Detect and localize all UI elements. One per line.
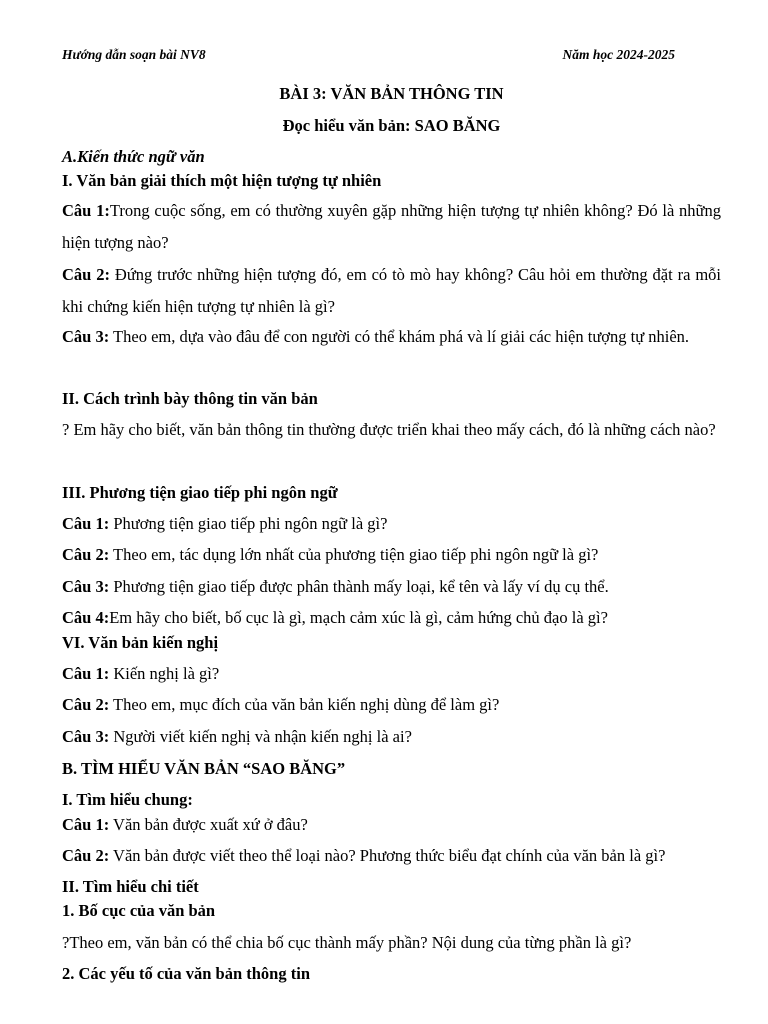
general-q1-label: Câu 1: bbox=[62, 815, 110, 834]
part3-q2-label: Câu 2: bbox=[62, 545, 110, 564]
part1-q3-label: Câu 3: bbox=[62, 327, 110, 346]
part4-q3 bbox=[62, 727, 721, 747]
part3-q3-label: Câu 3: bbox=[62, 577, 110, 596]
part4-q2 bbox=[62, 695, 721, 715]
general-q1 bbox=[62, 815, 721, 835]
part4-q1-text: Kiến nghị là gì? bbox=[109, 664, 220, 683]
general-q2-label: Câu 2: bbox=[62, 846, 110, 865]
part1-q1-label: Câu 1: bbox=[62, 201, 110, 220]
part2-heading: II. Cách trình bày thông tin văn bản bbox=[62, 389, 318, 408]
part1-q1-text: Trong cuộc sống, em có thường xuyên gặp những hiện tượng tự nhiên không? Đó là những hiện tượng nào? bbox=[62, 201, 721, 252]
part4-q1-label: Câu 1: bbox=[62, 664, 110, 683]
part4-q2-text: Theo em, mục đích của văn bản kiến nghị dùng để làm gì? bbox=[109, 695, 500, 714]
part3-q3-text: Phương tiện giao tiếp được phân thành mấy loại, kể tên và lấy ví dụ cụ thể. bbox=[109, 577, 609, 596]
header-right: Năm học 2024-2025 bbox=[562, 47, 675, 62]
section-b-heading: B. TÌM HIỂU VĂN BẢN “SAO BĂNG” bbox=[62, 759, 346, 778]
part3-q1-label: Câu 1: bbox=[62, 514, 110, 533]
section-a-heading: A.Kiến thức ngữ văn bbox=[62, 147, 205, 166]
general-q2 bbox=[62, 846, 721, 866]
part3-q1 bbox=[62, 514, 721, 534]
part4-q3-label: Câu 3: bbox=[62, 727, 110, 746]
part1-q3 bbox=[62, 321, 721, 353]
header-left: Hướng dẫn soạn bài NV8 bbox=[62, 47, 206, 62]
part1-q2-text: Đứng trước những hiện tượng đó, em có tò mò hay không? Câu hỏi em thường đặt ra mỗi khi chứng kiến hiện tượng tự nhiên là gì? bbox=[62, 265, 721, 316]
part3-q2 bbox=[62, 545, 721, 565]
part3-q4-label: Câu 4: bbox=[62, 608, 110, 627]
part3-q1-text: Phương tiện giao tiếp phi ngôn ngữ là gì? bbox=[109, 514, 388, 533]
detail-sub1-question: ?Theo em, văn bản có thể chia bố cục thành mấy phần? Nội dung của từng phần là gì? bbox=[62, 933, 632, 952]
general-q1-text: Văn bản được xuất xứ ở đâu? bbox=[109, 815, 308, 834]
part4-q3-text: Người viết kiến nghị và nhận kiến nghị là ai? bbox=[109, 727, 412, 746]
part3-q2-text: Theo em, tác dụng lớn nhất của phương tiện giao tiếp phi ngôn ngữ là gì? bbox=[109, 545, 599, 564]
part3-q4 bbox=[62, 608, 721, 628]
part1-q3-text: Theo em, dựa vào đâu để con người có thể khám phá và lí giải các hiện tượng tự nhiên. bbox=[109, 327, 690, 346]
detail-sub2-heading: 2. Các yếu tố của văn bản thông tin bbox=[62, 964, 310, 983]
part1-q2-label: Câu 2: bbox=[62, 265, 110, 284]
part3-q3 bbox=[62, 577, 721, 597]
detail-heading: II. Tìm hiểu chi tiết bbox=[62, 877, 199, 896]
part4-q1 bbox=[62, 664, 721, 684]
part2-question: ? Em hãy cho biết, văn bản thông tin thường được triển khai theo mấy cách, đó là những cách nào? bbox=[62, 420, 716, 439]
general-heading: I. Tìm hiểu chung: bbox=[62, 790, 193, 809]
part1-q1 bbox=[62, 195, 721, 258]
page-title: BÀI 3: VĂN BẢN THÔNG TIN bbox=[279, 84, 504, 103]
detail-sub1-heading: 1. Bố cục của văn bản bbox=[62, 901, 216, 920]
part1-heading: I. Văn bản giải thích một hiện tượng tự nhiên bbox=[62, 171, 382, 190]
part4-heading: VI. Văn bản kiến nghị bbox=[62, 633, 219, 652]
part4-q2-label: Câu 2: bbox=[62, 695, 110, 714]
part3-q4-text: Em hãy cho biết, bố cục là gì, mạch cảm xúc là gì, cảm hứng chủ đạo là gì? bbox=[109, 608, 608, 627]
part3-heading: III. Phương tiện giao tiếp phi ngôn ngữ bbox=[62, 483, 338, 502]
general-q2-text: Văn bản được viết theo thể loại nào? Phương thức biểu đạt chính của văn bản là gì? bbox=[109, 846, 666, 865]
part1-q2 bbox=[62, 259, 721, 322]
page-subtitle: Đọc hiểu văn bản: SAO BĂNG bbox=[282, 116, 501, 135]
